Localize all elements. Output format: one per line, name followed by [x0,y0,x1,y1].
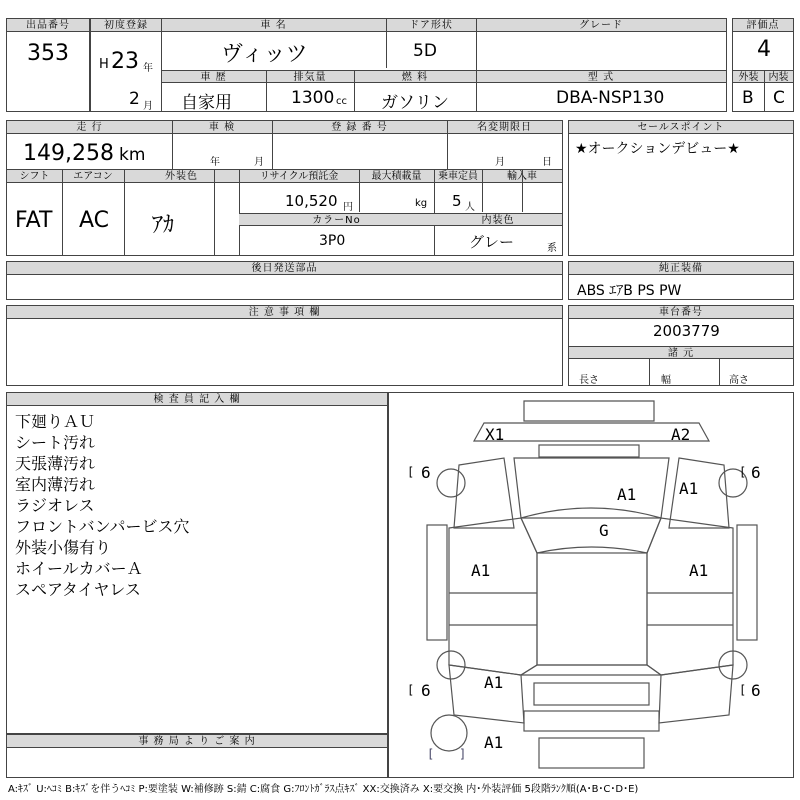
spec-box [6,169,563,256]
color-no-label: カラーNo [239,213,434,226]
mileage-box [6,120,563,170]
capacity-label: 乗車定員 [434,170,482,183]
spec-width: 幅 [661,375,671,386]
car-diagram-box [388,392,794,778]
tire-fr-open: [ [739,465,747,479]
tire-rl-open: [ [407,683,415,697]
chassis-label: 車台番号 [569,306,793,319]
fender-right-mark: A1 [679,479,699,498]
fuel-value: ガソリン [381,93,449,113]
inspector-line: ラジオレス [15,496,95,515]
car-diagram [389,393,793,777]
mileage-unit: km [119,145,146,165]
sales-point-label: セールスポイント [569,121,793,134]
int-grade-label: 内装 [764,70,793,83]
int-grade: C [773,88,785,108]
reg-month: 2 [129,89,140,109]
tire-fl-mark: 6 [421,463,431,482]
score-box [732,18,794,112]
rear-window-outline [521,665,661,675]
shift-label: シフト [7,170,62,183]
int-color-value: グレー [469,233,515,251]
chassis-number: 2003779 [653,322,720,340]
spec-length: 長さ [579,375,599,386]
lot-label: 出品番号 [7,19,89,32]
spec-height: 高さ [729,375,749,386]
inspector-line: ホイールカバーＡ [15,559,143,578]
inspection-month: 月 [254,157,264,168]
shift-value: FAT [15,208,53,233]
inspector-line: 天張薄汚れ [15,454,96,473]
inspector-box [6,392,388,734]
mileage-label: 走 行 [7,121,172,134]
inspector-line: 下廻りＡＵ [15,412,96,431]
ext-color-label: 外装色 [124,170,239,183]
color-no-value: 3P0 [319,233,346,249]
recycle-unit: 円 [343,202,353,213]
score-label: 評価点 [733,19,793,32]
rear-bumper-outline [524,711,659,731]
legend-text: A:ｷｽﾞ U:ﾍｺﾐ B:ｷｽﾞを伴うﾍｺﾐ P:要塗装 W:補修跡 S:錆 C:腐食 G:ﾌﾛﾝﾄｶﾞﾗｽ点ｷｽﾞ XX:交換済み X:要交換 内･外装評価 5段階ﾗﾝｸ順(A･B･C･D･E) [8,784,639,795]
tire-rr-mark: 6 [751,681,761,700]
tire-fr-mark: 6 [751,463,761,482]
equipment-label: 純正装備 [569,262,793,275]
spare-close: ] [459,747,467,761]
sales-point-text: ★オークションデビュー★ [575,141,740,157]
tire-rl-mark: 6 [421,681,431,700]
sales-point-box [568,120,794,256]
rear-bumper-lower [539,738,644,768]
inspection-year: 年 [210,157,220,168]
capacity-value: 5 [452,192,462,210]
disp-label: 排気量 [266,70,354,83]
spare-open: [ [427,747,435,761]
equipment-value: ABS ｴｱB PS PW [577,283,682,299]
notes-label: 注 意 事 項 欄 [7,306,562,319]
disp-unit: cc [336,96,347,107]
deadline-day: 日 [542,157,552,168]
windshield-outline [521,508,661,553]
parts-box [6,261,563,300]
model-label: 型 式 [476,70,726,83]
windshield-mark: G [599,521,609,540]
rear-bumper-mark: A1 [484,733,504,752]
inspector-line: 室内薄汚れ [15,475,96,494]
ac-label: エアコン [62,170,124,183]
era: H [99,57,109,72]
equipment-box [568,261,794,300]
int-color-label: 内装色 [434,213,562,226]
ext-grade: B [742,88,754,108]
chassis-box [568,305,794,386]
tire-rr-open: [ [739,683,747,697]
door-left-mark: A1 [471,561,491,580]
door-right-mark: A1 [689,561,709,580]
parts-label: 後日発送部品 [7,262,562,275]
recycle-label: リサイクル預託金 [239,170,359,183]
load-label: 最大積載量 [359,170,434,183]
roof-outline [537,553,647,665]
specs-label: 諸 元 [569,346,793,359]
month-unit: 月 [143,101,153,112]
inspector-line: フロントバンパービス穴 [15,517,190,536]
score-value: 4 [757,37,771,62]
grade-label: グレード [476,19,726,32]
first-reg-label: 初度登録 [91,19,161,32]
reg-year: 23 [111,49,139,74]
door-label: ドア形状 [386,19,476,32]
front-bumper-mark: X1 [485,425,505,444]
import-label: 輸入車 [482,170,562,183]
front-right-mark: A2 [671,425,691,444]
mileage-value: 149,258 [23,141,114,166]
ac-value: AC [79,208,110,233]
notes-box [6,305,563,386]
grille-outline [539,445,639,457]
hood-outline [514,458,669,518]
door-type: 5D [413,41,437,61]
tire-fl-open: [ [407,465,415,479]
inspector-label: 検 査 員 記 入 欄 [7,393,387,406]
inspection-label: 車 検 [172,121,272,134]
hood-mark: A1 [617,485,637,504]
capacity-unit: 人 [465,202,475,213]
office-label: 事 務 局 よ り ご 案 内 [7,735,387,748]
front-left-wheel [437,469,465,497]
history-value: 自家用 [181,93,232,113]
front-right-fender [669,458,729,528]
office-box [6,734,388,778]
ext-grade-label: 外装 [733,70,764,83]
car-name: ヴィッツ [221,42,308,67]
reg-number-label: 登 録 番 号 [272,121,447,134]
inspector-line: シート汚れ [15,433,96,452]
lot-box [6,18,90,112]
left-body-side [449,518,537,675]
car-name-label: 車 名 [161,19,386,32]
tailgate-outline [534,683,649,705]
left-rocker [427,525,447,640]
quarter-left-mark: A1 [484,673,504,692]
right-body-side [647,518,733,675]
recycle-value: 10,520 [285,192,338,210]
ext-color-value: ｱｶ [152,213,175,238]
displacement: 1300 [291,88,335,108]
year-unit: 年 [143,63,153,74]
vehicle-info-box [90,18,727,112]
front-left-fender [454,458,514,528]
deadline-label: 名変期限日 [447,121,562,134]
int-color-unit: 系 [547,243,557,254]
right-rocker [737,525,757,640]
deadline-month: 月 [495,157,505,168]
fuel-label: 燃 料 [354,70,476,83]
spare-tire [431,715,467,751]
history-label: 車 歴 [161,70,266,83]
model-code: DBA-NSP130 [556,88,665,108]
lot-number: 353 [27,41,69,66]
inspector-line: 外装小傷有り [15,538,112,557]
inspector-line: スペアタイヤレス [15,580,141,599]
load-unit: kg [415,198,428,209]
